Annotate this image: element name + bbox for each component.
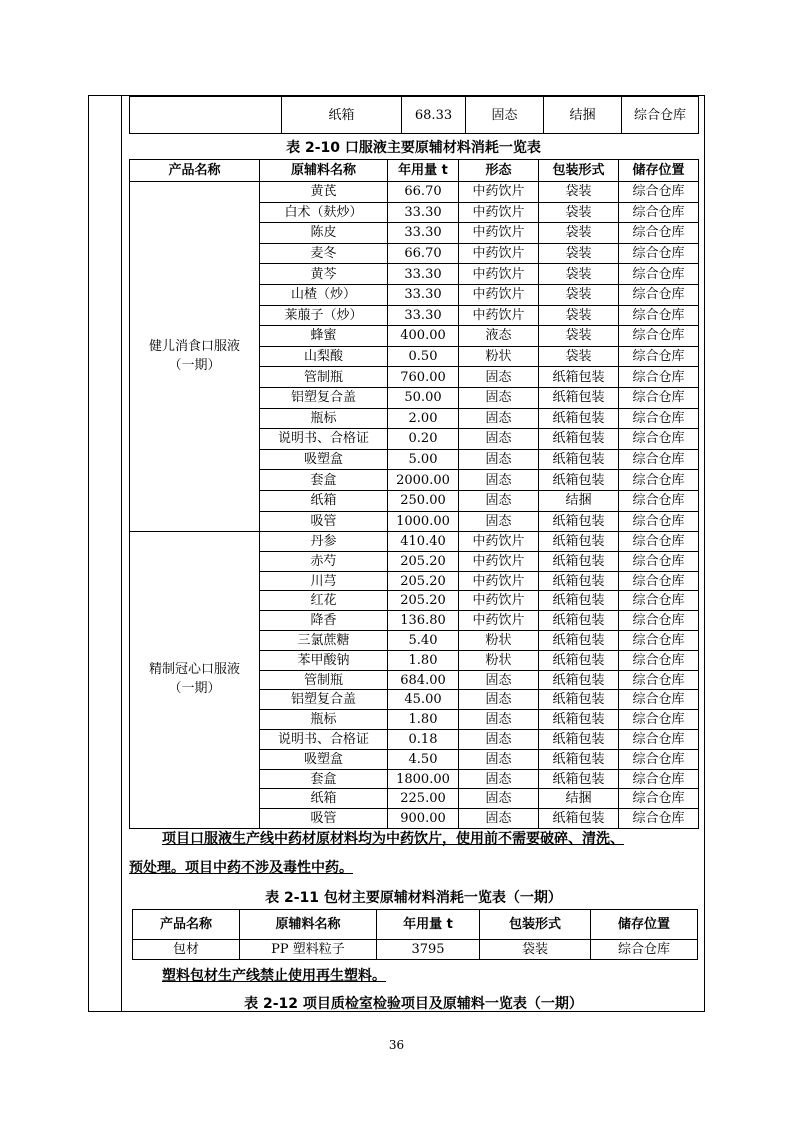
note-line-2: 预处理。项目中药不涉及毒性中药。: [129, 860, 353, 876]
column-header: 原辅料名称: [240, 910, 377, 940]
cell: 205.20: [388, 551, 459, 571]
note-recycled-plastic: 塑料包材生产线禁止使用再生塑料。: [162, 968, 386, 984]
cell: 综合仓库: [619, 470, 699, 491]
cell: 袋装: [539, 223, 619, 244]
table-row: [130, 182, 699, 203]
cell: 吸塑盒: [260, 749, 388, 769]
table-2-12-caption: 表 2-12 项目质检室检验项目及原辅料一览表（一期）: [244, 996, 583, 1012]
cell: 红花: [260, 591, 388, 611]
cell: 68.33: [402, 97, 466, 134]
cell: 1000.00: [388, 511, 459, 532]
cell: 结捆: [539, 490, 619, 511]
cell: 瓶标: [260, 710, 388, 730]
cell: 0.18: [388, 730, 459, 750]
cell: 固态: [459, 670, 539, 690]
column-header: 包装形式: [480, 910, 591, 940]
cell: 综合仓库: [619, 408, 699, 429]
cell: 固态: [459, 408, 539, 429]
cell: 综合仓库: [619, 730, 699, 750]
cell: 中药饮片: [459, 591, 539, 611]
cell: 袋装: [539, 243, 619, 264]
table-2-10: [129, 159, 699, 829]
cell: 纸箱包装: [539, 429, 619, 450]
cell: 760.00: [388, 367, 459, 388]
cell: 综合仓库: [619, 223, 699, 244]
cell: 综合仓库: [619, 490, 699, 511]
table-2-10-caption: 表 2-10 口服液主要原辅材料消耗一览表: [286, 140, 541, 156]
cell: 丹参: [260, 532, 388, 552]
cell: 中药饮片: [459, 182, 539, 203]
cell: 纸箱包装: [539, 591, 619, 611]
cell: 铝塑复合盖: [260, 387, 388, 408]
table-row: [133, 940, 698, 960]
cell: 纸箱包装: [539, 631, 619, 651]
column-header: 原辅料名称: [260, 160, 388, 182]
cell: 综合仓库: [619, 305, 699, 326]
cell: 综合仓库: [591, 940, 698, 960]
cell: 固态: [459, 710, 539, 730]
cell: 综合仓库: [619, 202, 699, 223]
cell: 固态: [459, 730, 539, 750]
cell: 综合仓库: [619, 690, 699, 710]
cell: 纸箱包装: [539, 571, 619, 591]
column-header: 年用量 t: [388, 160, 459, 182]
table-body: [130, 182, 699, 829]
cell: 2.00: [388, 408, 459, 429]
cell: 纸箱包装: [539, 690, 619, 710]
cell: 山楂（炒）: [260, 284, 388, 305]
cell: 赤芍: [260, 551, 388, 571]
cell: 纸箱包装: [539, 367, 619, 388]
cell: 结捆: [544, 97, 622, 134]
cell: 套盒: [260, 470, 388, 491]
cell: 包材: [133, 940, 240, 960]
cell: 中药饮片: [459, 223, 539, 244]
product-phase: （一期）: [168, 357, 221, 373]
cell: 麦冬: [260, 243, 388, 264]
cell: 410.40: [388, 532, 459, 552]
cell: 粉状: [459, 631, 539, 651]
cell: 纸箱包装: [539, 710, 619, 730]
cell: 1800.00: [388, 769, 459, 789]
cell: 固态: [459, 387, 539, 408]
cell: 纸箱包装: [539, 532, 619, 552]
cell: 说明书、合格证: [260, 730, 388, 750]
cell: 纸箱包装: [539, 449, 619, 470]
cell: 吸塑盒: [260, 449, 388, 470]
cell: 综合仓库: [619, 631, 699, 651]
cell: 袋装: [539, 346, 619, 367]
cell: 1.80: [388, 650, 459, 670]
cell: 山梨酸: [260, 346, 388, 367]
cell: 黄芪: [260, 182, 388, 203]
cell: 综合仓库: [619, 769, 699, 789]
cell: 固态: [466, 97, 544, 134]
cell: 中药饮片: [459, 611, 539, 631]
column-header: 包装形式: [539, 160, 619, 182]
cell: 管制瓶: [260, 367, 388, 388]
cell: 33.30: [388, 202, 459, 223]
cell: 袋装: [539, 284, 619, 305]
cell: 粉状: [459, 346, 539, 367]
cell: 综合仓库: [619, 326, 699, 347]
cell: 纸箱包装: [539, 749, 619, 769]
cell: 套盒: [260, 769, 388, 789]
cell: 1.80: [388, 710, 459, 730]
column-header: 储存位置: [591, 910, 698, 940]
cell: 固态: [459, 511, 539, 532]
cell: 综合仓库: [622, 97, 699, 134]
cell: 综合仓库: [619, 571, 699, 591]
cell: 陈皮: [260, 223, 388, 244]
cell: 中药饮片: [459, 532, 539, 552]
cell: 5.00: [388, 449, 459, 470]
cell: 综合仓库: [619, 532, 699, 552]
cell: 纸箱包装: [539, 809, 619, 829]
cell: 液态: [459, 326, 539, 347]
cell: 纸箱: [282, 97, 402, 134]
table-row: [130, 532, 699, 552]
cell: [130, 97, 282, 134]
cell: 纸箱包装: [539, 387, 619, 408]
page-number: 36: [388, 1038, 405, 1052]
cell: 33.30: [388, 284, 459, 305]
cell: 纸箱包装: [539, 470, 619, 491]
cell: 45.00: [388, 690, 459, 710]
cell: 中药饮片: [459, 571, 539, 591]
cell: 固态: [459, 789, 539, 809]
cell: 250.00: [388, 490, 459, 511]
cell: 中药饮片: [459, 202, 539, 223]
product-name: 精制冠心口服液: [148, 662, 240, 678]
cell: 纸箱包装: [539, 408, 619, 429]
column-header: 形态: [459, 160, 539, 182]
cell: 固态: [459, 749, 539, 769]
cell: 三氯蔗糖: [260, 631, 388, 651]
cell: 33.30: [388, 223, 459, 244]
cell: 纸箱包装: [539, 730, 619, 750]
column-header: 产品名称: [130, 160, 260, 182]
cell: 袋装: [539, 264, 619, 285]
column-header: 产品名称: [133, 910, 240, 940]
cell: 纸箱: [260, 490, 388, 511]
cell: 综合仓库: [619, 367, 699, 388]
cell: 粉状: [459, 650, 539, 670]
cell: 管制瓶: [260, 670, 388, 690]
product-name-cell: [130, 532, 260, 829]
cell: 纸箱包装: [539, 650, 619, 670]
cell: 袋装: [539, 326, 619, 347]
cell: 3795: [377, 940, 480, 960]
product-phase: （一期）: [168, 681, 221, 697]
cell: 袋装: [480, 940, 591, 960]
cell: 33.30: [388, 305, 459, 326]
cell: 瓶标: [260, 408, 388, 429]
table-header-row: [130, 160, 699, 182]
cell: 684.00: [388, 670, 459, 690]
cell: 66.70: [388, 243, 459, 264]
cell: 综合仓库: [619, 749, 699, 769]
product-name: 健儿消食口服液: [148, 338, 240, 354]
product-name-cell: [130, 182, 260, 532]
cell: 袋装: [539, 182, 619, 203]
cell: 综合仓库: [619, 650, 699, 670]
column-header: 储存位置: [619, 160, 699, 182]
cell: 结捆: [539, 789, 619, 809]
cell: 136.80: [388, 611, 459, 631]
table-header-row: [133, 910, 698, 940]
cell: 5.40: [388, 631, 459, 651]
cell: 纸箱包装: [539, 670, 619, 690]
cell: 固态: [459, 490, 539, 511]
cell: 苯甲酸钠: [260, 650, 388, 670]
cell: 综合仓库: [619, 182, 699, 203]
note-line-1: 项目口服液生产线中药材原材料均为中药饮片，使用前不需要破碎、清洗、: [162, 831, 624, 847]
cell: 33.30: [388, 264, 459, 285]
cell: 900.00: [388, 809, 459, 829]
cell: 综合仓库: [619, 611, 699, 631]
cell: 白术（麸炒）: [260, 202, 388, 223]
cell: 固态: [459, 429, 539, 450]
cell: 纸箱包装: [539, 511, 619, 532]
top-table: [129, 96, 699, 134]
cell: 综合仓库: [619, 429, 699, 450]
column-header: 年用量 t: [377, 910, 480, 940]
cell: 综合仓库: [619, 243, 699, 264]
cell: PP 塑料粒子: [240, 940, 377, 960]
cell: 纸箱包装: [539, 551, 619, 571]
cell: 综合仓库: [619, 551, 699, 571]
cell: 综合仓库: [619, 591, 699, 611]
cell: 纸箱: [260, 789, 388, 809]
cell: 固态: [459, 809, 539, 829]
cell: 综合仓库: [619, 809, 699, 829]
cell: 0.20: [388, 429, 459, 450]
cell: 综合仓库: [619, 264, 699, 285]
cell: 205.20: [388, 591, 459, 611]
cell: 综合仓库: [619, 284, 699, 305]
cell: 说明书、合格证: [260, 429, 388, 450]
cell: 纸箱包装: [539, 611, 619, 631]
cell: 400.00: [388, 326, 459, 347]
cell: 50.00: [388, 387, 459, 408]
cell: 2000.00: [388, 470, 459, 491]
cell: 中药饮片: [459, 264, 539, 285]
cell: 中药饮片: [459, 243, 539, 264]
cell: 综合仓库: [619, 710, 699, 730]
cell: 综合仓库: [619, 511, 699, 532]
cell: 蜂蜜: [260, 326, 388, 347]
cell: 固态: [459, 690, 539, 710]
cell: 固态: [459, 470, 539, 491]
cell: 0.50: [388, 346, 459, 367]
cell: 中药饮片: [459, 284, 539, 305]
cell: 莱菔子（炒）: [260, 305, 388, 326]
cell: 袋装: [539, 305, 619, 326]
table-2-11-caption: 表 2-11 包材主要原辅材料消耗一览表（一期）: [265, 890, 562, 906]
cell: 中药饮片: [459, 305, 539, 326]
cell: 降香: [260, 611, 388, 631]
cell: 综合仓库: [619, 670, 699, 690]
cell: 综合仓库: [619, 387, 699, 408]
cell: 205.20: [388, 571, 459, 591]
cell: 225.00: [388, 789, 459, 809]
cell: 固态: [459, 769, 539, 789]
cell: 川芎: [260, 571, 388, 591]
table-row: [130, 97, 699, 134]
cell: 综合仓库: [619, 789, 699, 809]
cell: 铝塑复合盖: [260, 690, 388, 710]
cell: 吸管: [260, 511, 388, 532]
cell: 袋装: [539, 202, 619, 223]
cell: 4.50: [388, 749, 459, 769]
cell: 吸管: [260, 809, 388, 829]
cell: 固态: [459, 367, 539, 388]
cell: 黄芩: [260, 264, 388, 285]
cell: 中药饮片: [459, 551, 539, 571]
cell: 66.70: [388, 182, 459, 203]
cell: 综合仓库: [619, 346, 699, 367]
table-2-11: [132, 909, 698, 960]
cell: 固态: [459, 449, 539, 470]
cell: 纸箱包装: [539, 769, 619, 789]
cell: 综合仓库: [619, 449, 699, 470]
frame-inner-line: [121, 95, 122, 1012]
